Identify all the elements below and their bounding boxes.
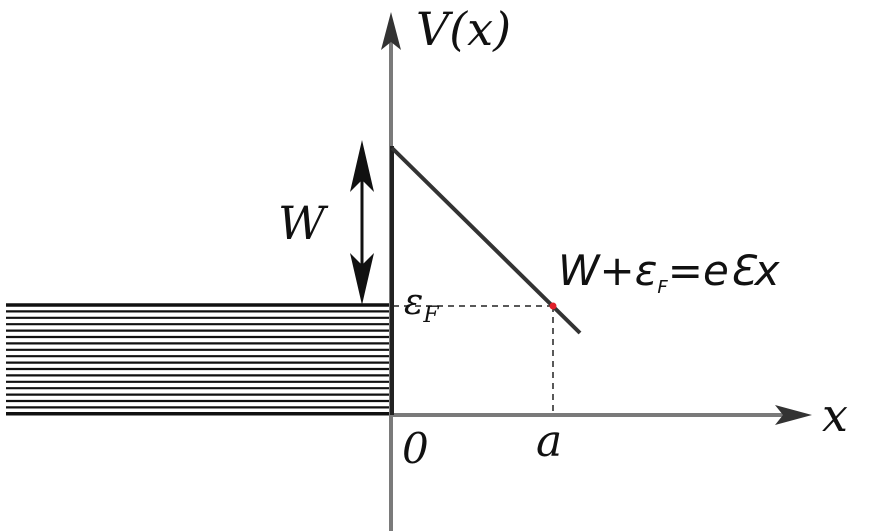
fermi-symbol: ε [404,282,424,323]
point-a-label: a [536,416,563,467]
intersection-point [550,303,557,310]
fermi-subscript: F [423,303,439,328]
y-axis-label: V(x) [416,2,512,56]
equation-part2: =eƐx [667,246,780,295]
x-axis-label: x [822,388,848,442]
metal-fermi-sea [6,305,390,414]
barrier-equation [558,246,780,298]
work-function-label: W [278,196,326,250]
origin-label: 0 [402,424,429,473]
equation-subscript: F [657,277,668,298]
equation-part1: W+ε [558,246,658,295]
fermi-level-label [404,282,439,328]
